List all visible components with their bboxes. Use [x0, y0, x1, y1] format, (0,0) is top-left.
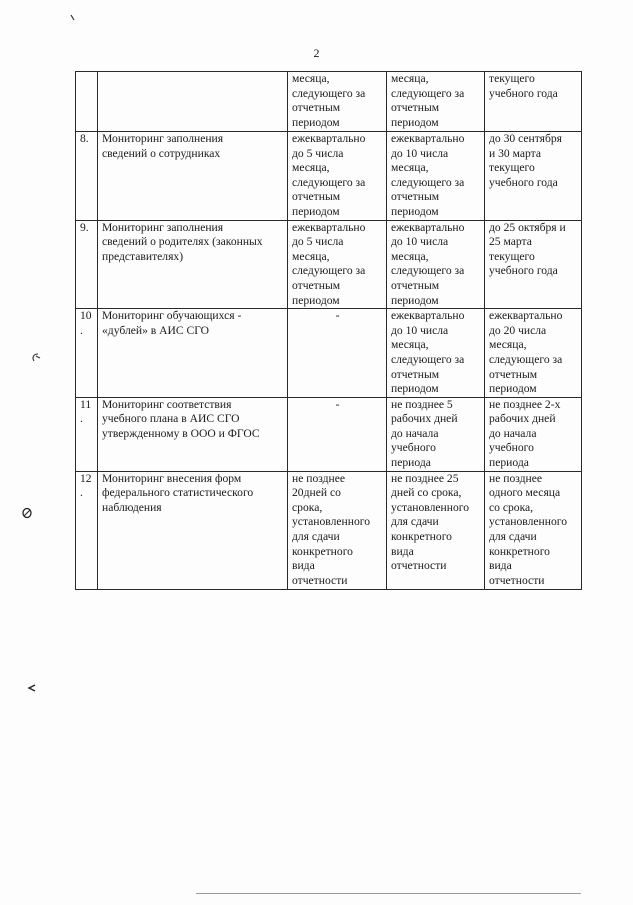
table-row [76, 132, 582, 221]
row-number-cell: 11. [76, 397, 98, 471]
row-number-cell: 9. [76, 220, 98, 309]
table-row [76, 220, 582, 309]
row-name-cell: Мониторинг внесения форм федерального статистического наблюдения [98, 471, 288, 589]
deadline-cell-1: ежеквартально до 5 числа месяца, следующего за отчетным периодом [288, 132, 387, 221]
deadline-cell-2: месяца, следующего за отчетным периодом [387, 72, 485, 132]
row-number-cell [76, 72, 98, 132]
scan-speck-mark [21, 507, 33, 519]
row-number-cell: 8. [76, 132, 98, 221]
scan-speck-mark [70, 14, 76, 22]
scan-speck-mark [30, 352, 42, 364]
row-name-cell [98, 72, 288, 132]
deadline-cell-3: не позднее одного месяца со срока, установленного для сдачи конкретного вида отчетности [485, 471, 582, 589]
footer-scan-line [196, 893, 581, 894]
page-number: 2 [313, 46, 320, 60]
deadline-cell-2: не позднее 25 дней со срока, установленного для сдачи конкретного вида отчетности [387, 471, 485, 589]
deadline-cell-2: не позднее 5 рабочих дней до начала учебного периода [387, 397, 485, 471]
row-number-cell: 10. [76, 309, 98, 398]
table-row [76, 309, 582, 398]
row-name-cell: Мониторинг заполнения сведений о сотрудниках [98, 132, 288, 221]
deadline-cell-1: месяца, следующего за отчетным периодом [288, 72, 387, 132]
table-row [76, 397, 582, 471]
table-row [76, 471, 582, 589]
deadline-cell-3: текущего учебного года [485, 72, 582, 132]
row-number-cell: 12. [76, 471, 98, 589]
deadline-cell-1: ежеквартально до 5 числа месяца, следующего за отчетным периодом [288, 220, 387, 309]
scan-speck-mark [27, 683, 37, 693]
deadline-cell-1: - [288, 397, 387, 471]
deadline-cell-2: ежеквартально до 10 числа месяца, следующего за отчетным периодом [387, 309, 485, 398]
deadline-cell-2: ежеквартально до 10 числа месяца, следующего за отчетным периодом [387, 220, 485, 309]
row-name-cell: Мониторинг соответствия учебного плана в АИС СГО утвержденному в ООО и ФГОС [98, 397, 288, 471]
monitoring-table [75, 71, 582, 590]
deadline-cell-3: ежеквартально до 20 числа месяца, следующего за отчетным периодом [485, 309, 582, 398]
deadline-cell-1: - [288, 309, 387, 398]
deadline-cell-1: не позднее 20дней со срока, установленного для сдачи конкретного вида отчетности [288, 471, 387, 589]
deadline-cell-3: до 25 октября и 25 марта текущего учебного года [485, 220, 582, 309]
row-name-cell: Мониторинг заполнения сведений о родителях (законных представителях) [98, 220, 288, 309]
deadline-cell-3: до 30 сентября и 30 марта текущего учебного года [485, 132, 582, 221]
deadline-cell-2: ежеквартально до 10 числа месяца, следующего за отчетным периодом [387, 132, 485, 221]
row-name-cell: Мониторинг обучающихся - «дублей» в АИС СГО [98, 309, 288, 398]
deadline-cell-3: не позднее 2-х рабочих дней до начала учебного периода [485, 397, 582, 471]
table-row [76, 72, 582, 132]
